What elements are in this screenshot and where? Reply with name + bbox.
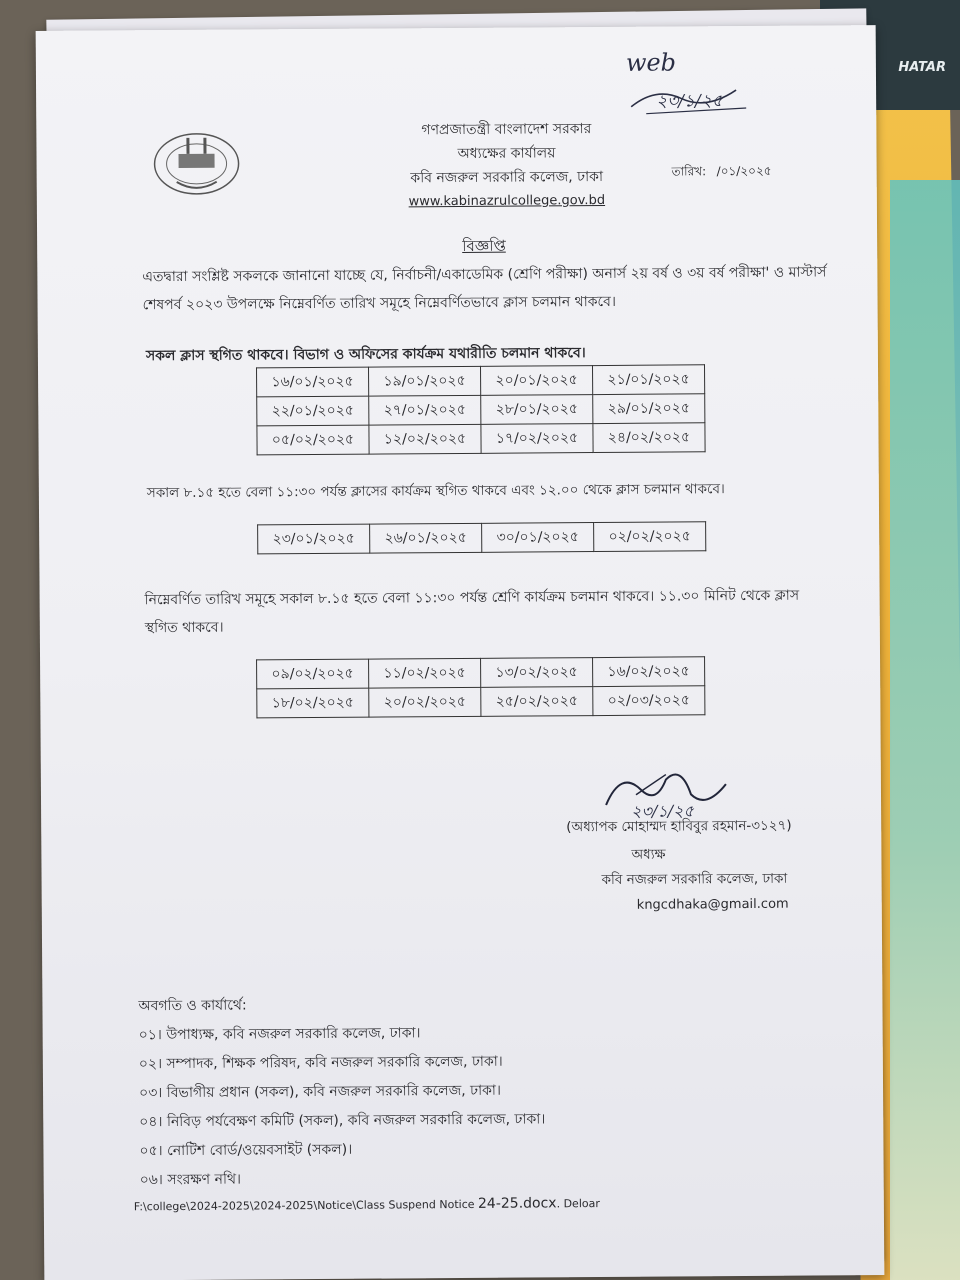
notice-title: বিজ্ঞপ্তি — [462, 236, 506, 255]
file-path: F:\college\2024-2025\2024-2025\Notice\Class Suspend Notice — [133, 1197, 475, 1214]
date-cell: ১৮/০২/২০২৫ — [257, 688, 369, 718]
table-row — [257, 423, 705, 455]
signature-date: ২৩/১/২৫ — [631, 801, 694, 821]
notice-paper — [36, 25, 885, 1280]
handwritten-initials: ২৩/১/২৫ — [656, 91, 723, 112]
section2-heading: সকাল ৮.১৫ হতে বেলা ১১:৩০ পর্যন্ত ক্লাসের কার্যক্রম স্থগিত থাকবে এবং ১২.০০ থেকে ক্লাস চলমান থাকবে। — [146, 481, 725, 502]
section2-date-table — [257, 521, 706, 554]
date-cell: ১২/০২/২০২৫ — [369, 424, 481, 454]
table-row — [258, 522, 706, 554]
date-cell: ১৬/০১/২০২৫ — [257, 367, 369, 397]
background-folder-strip — [890, 180, 960, 1280]
table-row — [257, 657, 705, 689]
date-cell: ২৭/০১/২০২৫ — [369, 395, 481, 425]
date-cell: ৩০/০১/২০২৫ — [482, 523, 594, 553]
office-name: অধ্যক্ষের কার্যালয় — [457, 145, 556, 163]
signatory-email[interactable]: kngcdhaka@gmail.com — [636, 896, 789, 913]
date-label: তারিখ: — [671, 164, 707, 179]
section3-heading: নিম্নেবর্ণিত তারিখ সমূহে সকাল ৮.১৫ হতে বেলা ১১:৩০ পর্যন্ত শ্রেণি কার্যক্রম চলমান থাকবে। ১১.৩০ মিনিট থেকে ক্লাস স্থগিত থাকবে। — [144, 587, 800, 637]
letterhead — [356, 117, 657, 215]
section1-heading: সকল ক্লাস স্থগিত থাকবে। বিভাগ ও অফিসের কার্যক্রম যথারীতি চলমান থাকবে। — [145, 345, 586, 365]
date-cell: ১৯/০১/২০২৫ — [369, 366, 481, 396]
government-name: গণপ্রজাতন্ত্রী বাংলাদেশ সরকার — [421, 121, 592, 139]
distribution-heading: অবগতি ও কার্যার্থে: — [138, 997, 247, 1015]
list-item: ০১। উপাধ্যক্ষ, কবি নজরুল সরকারি কলেজ, ঢাকা। — [138, 1025, 421, 1044]
file-suffix: . Deloar — [556, 1197, 600, 1211]
date-cell: ২০/০১/২০২৫ — [480, 366, 592, 396]
date-cell: ১৭/০২/২০২৫ — [481, 424, 593, 454]
website-link[interactable]: www.kabinazrulcollege.gov.bd — [408, 192, 606, 210]
table-row — [257, 686, 705, 718]
file-name: 24-25.docx — [477, 1195, 557, 1212]
list-item: ০৪। নিবিড় পর্যবেক্ষণ কমিটি (সকল), কবি নজরুল সরকারি কলেজ, ঢাকা। — [139, 1111, 546, 1131]
list-item: ০৩। বিভাগীয় প্রধান (সকল), কবি নজরুল সরকারি কলেজ, ঢাকা। — [139, 1082, 502, 1102]
section1-date-table — [256, 364, 706, 455]
notice-intro: এতদ্বারা সংশ্লিষ্ট সকলকে জানানো যাচ্ছে যে, নির্বাচনী/একাডেমিক (শ্রেণি পরীক্ষা) অনার্স ২য় বর্ষ ও ৩য় বর্ষ পরীক্ষা' ও মাস্টার্স শেষপর্ব ২০২৩ উপলক্ষে নিম্নেবর্ণিত তারিখ সমূহে নিম্নেবর্ণিতভাবে ক্লাস চলমান থাকবে। — [142, 264, 827, 314]
distribution-list — [138, 989, 545, 1195]
date-cell: ২৬/০১/২০২৫ — [370, 523, 482, 553]
college-name: কবি নজরুল সরকারি কলেজ, ঢাকা — [410, 168, 604, 187]
signatory-designation: অধ্যক্ষ — [631, 846, 666, 863]
section3-date-table — [256, 656, 705, 718]
handwritten-scribble-icon — [626, 78, 766, 119]
date-cell: ২১/০১/২০২৫ — [592, 365, 704, 395]
table-row — [257, 394, 705, 426]
date-cell: ০২/০৩/২০২৫ — [593, 686, 705, 716]
signatory-institution: কবি নজরুল সরকারি কলেজ, ঢাকা — [601, 870, 788, 889]
handwritten-web-note: web — [625, 48, 677, 77]
date-cell: ০২/০২/২০২৫ — [594, 522, 706, 552]
date-cell: ২৩/০১/২০২৫ — [258, 524, 370, 554]
college-seal-icon — [146, 119, 247, 200]
list-item: ০২। সম্পাদক, শিক্ষক পরিষদ, কবি নজরুল সরকারি কলেজ, ঢাকা। — [138, 1053, 503, 1073]
table-row — [257, 365, 705, 397]
date-value: /০১/২০২৫ — [716, 163, 772, 179]
date-cell: ২৯/০১/২০২৫ — [593, 394, 705, 424]
background-brand-text: HATAR — [898, 60, 946, 75]
date-cell: ১৩/০২/২০২৫ — [481, 658, 593, 688]
date-cell: ২০/০২/২০২৫ — [369, 687, 481, 717]
date-cell: ২৫/০২/২০২৫ — [481, 687, 593, 717]
list-item: ০৫। নোটিশ বোর্ড/ওয়েবসাইট (সকল)। — [139, 1141, 353, 1160]
date-cell: ২৪/০২/২০২৫ — [593, 423, 705, 453]
date-cell: ২৮/০১/২০২৫ — [481, 395, 593, 425]
date-cell: ০৯/০২/২০২৫ — [257, 659, 369, 689]
date-cell: ০৫/০২/২০২৫ — [257, 425, 369, 455]
date-cell: ২২/০১/২০২৫ — [257, 396, 369, 426]
signatory-name: (অধ্যাপক মোহাম্মদ হাবিবুর রহমান-৩১২৭) — [566, 817, 792, 836]
file-path-footer — [134, 1195, 600, 1214]
date-cell: ১৬/০২/২০২৫ — [593, 657, 705, 687]
date-cell: ১১/০২/২০২৫ — [369, 658, 481, 688]
list-item: ০৬। সংরক্ষণ নথি। — [139, 1171, 242, 1189]
